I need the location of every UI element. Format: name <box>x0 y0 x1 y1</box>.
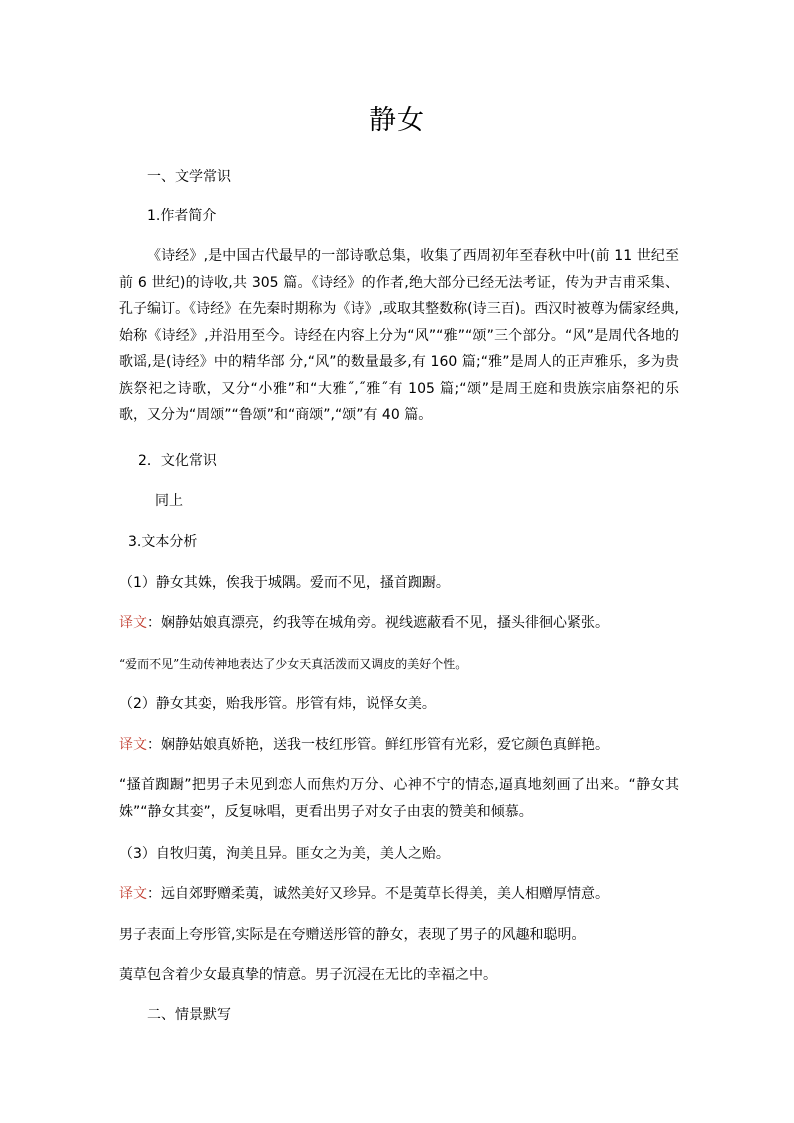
translation-1-text: ：娴静姑娘真漂亮，约我等在城角旁。视线遮蔽看不见，搔头徘徊心紧张。 <box>147 615 609 631</box>
verse-2: （2）静女其娈，贻我彤管。彤管有炜，说怿女美。 <box>119 696 436 712</box>
note-4: 荑草包含着少女最真挚的情意。男子沉浸在无比的幸福之中。 <box>119 967 497 983</box>
verse-1: （1）静女其姝，俟我于城隅。爱而不见，搔首踟蹰。 <box>119 575 450 591</box>
note-3: 男子表面上夸彤管,实际是在夸赠送彤管的静女，表现了男子的风趣和聪明。 <box>119 927 586 943</box>
translation-label: 译文 <box>119 615 147 631</box>
note-2-paragraph: “搔首踟蹰”把男子未见到恋人而焦灼万分、心神不宁的情态,逼真地刻画了出来。“静女其姝”“静女其娈”，反复咏唱，更看出男子对女子由衷的赞美和倾慕。 <box>119 777 679 820</box>
subheading-text-analysis: 3.文本分析 <box>128 534 198 550</box>
page-title: 静女 <box>369 105 425 136</box>
section-heading-scene-dictation: 二、情景默写 <box>147 1007 231 1023</box>
translation-label: 译文 <box>119 886 147 902</box>
translation-3 <box>119 884 609 904</box>
translation-1 <box>119 613 609 633</box>
translation-3-text: ：远自郊野赠柔荑，诚然美好又珍异。不是荑草长得美，美人相赠厚情意。 <box>147 886 609 902</box>
same-as-above-text: 同上 <box>155 493 183 509</box>
translation-2-text: ：娴静姑娘真娇艳，送我一枝红彤管。鲜红彤管有光彩，爱它颜色真鲜艳。 <box>147 737 609 753</box>
translation-label: 译文 <box>119 737 147 753</box>
translation-2 <box>119 735 609 755</box>
author-intro-paragraph: 《诗经》,是中国古代最早的一部诗歌总集，收集了西周初年至春秋中叶(前 11 世纪至前 6 世纪)的诗收,共 305 篇。《诗经》的作者,绝大部分已经无法考证，传为尹吉甫采集、孔子编订。《诗经》在先秦时期称为《诗》,或取其整数称(诗三百)。西汉时被尊为儒家经典,始称《诗经》,并沿用至今。诗经在内容上分为“风”“雅”“颂”三个部分。“风”是周代各地的歌谣,是(诗经》中的精华部 分,“风”的数量最多,有 160 篇;“雅”是周人的正声雅乐，多为贵族祭祀之诗歌，又分“小雅”和“大雅˝,˝雅˝有 105 篇;“颂”是周王庭和贵族宗庙祭祀的乐歌，又分为“周颂”“鲁颂”和“商颂”,“颂”有 40 篇。 <box>119 248 679 423</box>
subheading-author-intro: 1.作者简介 <box>147 208 217 224</box>
section-heading-literary-knowledge: 一、文学常识 <box>147 169 231 185</box>
note-1: “爱而不见”生动传神地表达了少女天真活泼而又调皮的美好个性。 <box>119 657 468 671</box>
subheading-culture-knowledge: 2．文化常识 <box>138 453 217 469</box>
verse-3: （3）自牧归荑，洵美且异。匪女之为美，美人之贻。 <box>119 846 450 862</box>
